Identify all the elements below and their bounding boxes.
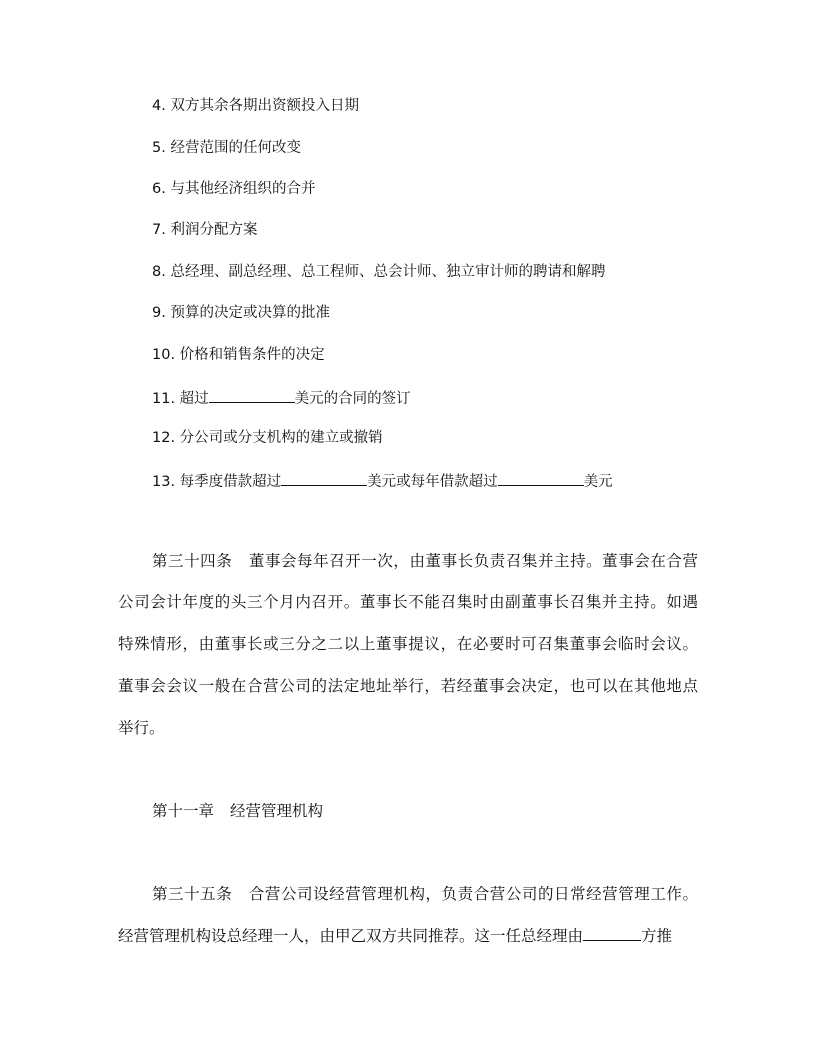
fill-in-blank[interactable] [583,925,641,941]
article-label: 第三十五条 [152,885,233,903]
list-item-number: 4. [152,98,166,114]
article-34-line: 举行。 [118,719,165,737]
article-34-line: 董事会会议一般在合营公司的法定地址举行，若经董事会决定，也可以在其他地点 [118,677,698,695]
fill-in-blank[interactable] [209,387,295,403]
list-item-number: 10. [152,347,176,363]
list-item [152,179,315,199]
chapter-label: 第十一章 [152,802,215,820]
list-item [152,387,411,409]
list-item [152,428,383,448]
list-item-text: 双方其余各期出资额投入日期 [170,98,359,114]
list-item-number: 6. [152,181,166,197]
article-35-line [152,883,698,905]
article-text: 合营公司设经营管理机构，负责合营公司的日常经营管理工作。 [248,885,698,903]
list-item-text: 预算的决定或决算的批准 [170,305,330,321]
list-item-text: 价格和销售条件的决定 [179,347,325,363]
chapter-title: 经营管理机构 [230,802,324,820]
list-item-text: 经营范围的任何改变 [170,140,301,156]
list-item [152,220,257,240]
article-text: 方推 [641,927,673,945]
article-label: 第三十四条 [152,552,233,570]
list-item-number: 8. [152,264,166,280]
fill-in-blank[interactable] [498,470,584,486]
list-item-number: 11. [152,391,176,407]
list-item-number: 5. [152,140,166,156]
article-text: 经营管理机构设总经理一人，由甲乙双方共同推荐。这一任总经理由 [118,927,584,945]
chapter-heading [152,800,323,822]
article-35-line [118,925,698,947]
list-item [152,138,301,158]
article-34-line: 特殊情形，由董事长或三分之二以上董事提议，在必要时可召集董事会临时会议。 [118,635,698,653]
list-item-text: 分公司或分支机构的建立或撤销 [179,430,383,446]
list-item-text-mid: 美元或每年借款超过 [367,474,498,490]
list-item-text-post: 美元 [583,474,613,490]
list-item [152,96,359,116]
list-item-text-pre: 超过 [179,391,209,407]
list-item [152,470,613,492]
fill-in-blank[interactable] [281,470,367,486]
article-34-line: 公司会计年度的头三个月内召开。董事长不能召集时由副董事长召集并主持。如遇 [118,593,698,611]
list-item-text: 总经理、副总经理、总工程师、总会计师、独立审计师的聘请和解聘 [170,264,606,280]
list-item-number: 13. [152,474,176,490]
list-item-number: 7. [152,222,166,238]
article-text: 董事会每年召开一次，由董事长负责召集并主持。董事会在合营 [248,552,698,570]
list-item-number: 9. [152,305,166,321]
list-item [152,262,605,282]
list-item [152,303,330,323]
list-item-text: 利润分配方案 [170,222,258,238]
article-34-line [152,550,698,572]
list-item [152,345,325,365]
list-item-text-post: 美元的合同的签订 [294,391,411,407]
list-item-number: 12. [152,430,176,446]
list-item-text: 与其他经济组织的合并 [170,181,316,197]
list-item-text-pre: 每季度借款超过 [179,474,282,490]
